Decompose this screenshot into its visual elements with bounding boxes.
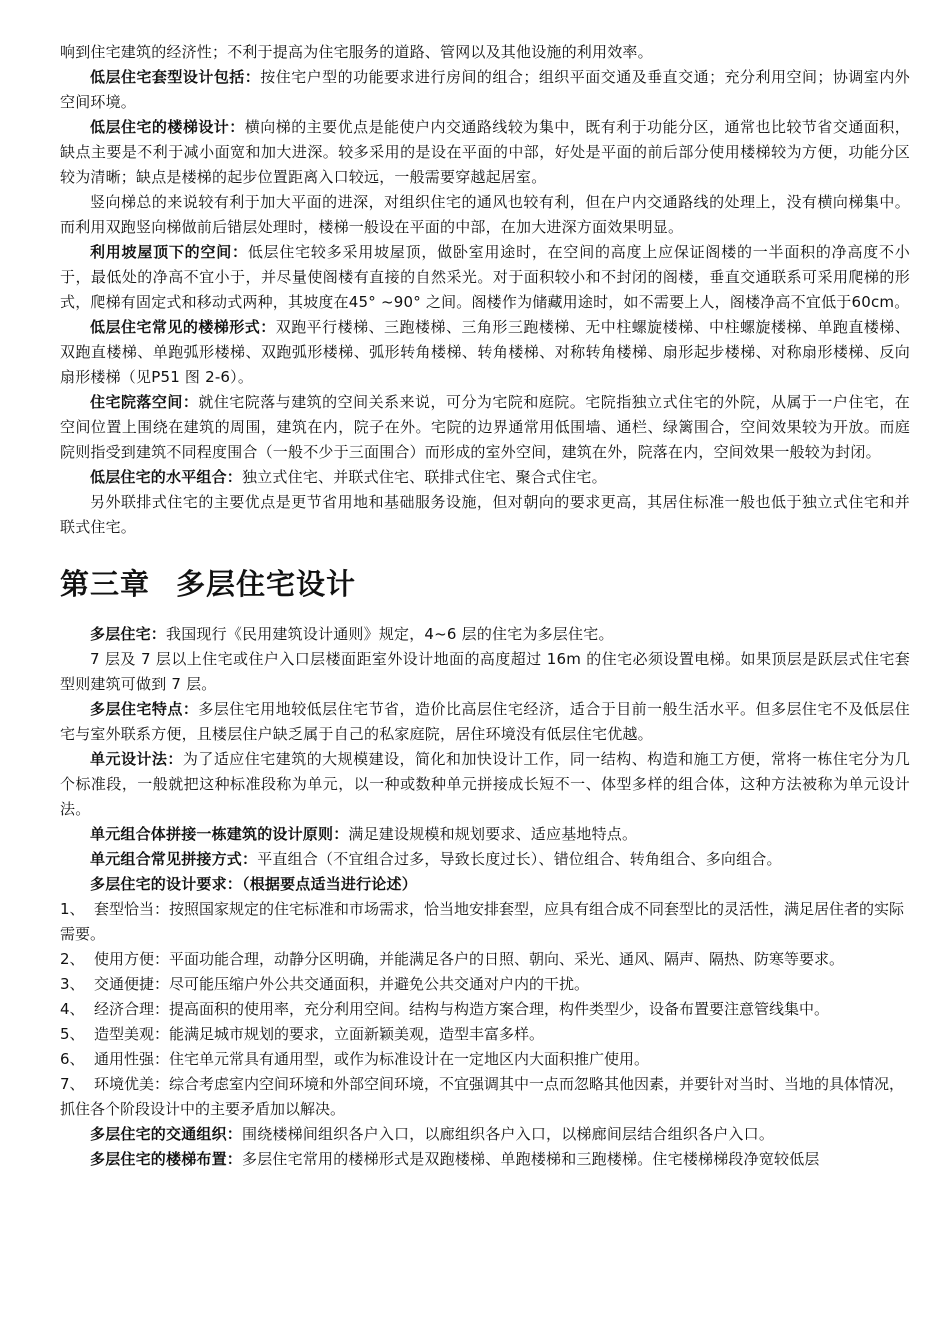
list-item [60,972,910,997]
paragraph [60,747,910,822]
paragraph [60,115,910,190]
list-text: 使用方便：平面功能合理，动静分区明确，并能满足各户的日照、朝向、采光、通风、隔声、隔热、防寒等要求。 [94,950,845,968]
paragraph-label: 多层住宅的设计要求：（根据要点适当进行论述） [90,875,417,893]
middle-section [60,622,910,897]
list-number: 5、 [60,1025,85,1043]
paragraph [60,390,910,465]
paragraph [60,315,910,390]
paragraph-label: 多层住宅特点： [90,700,199,718]
list-text: 交通便捷：尽可能压缩户外公共交通面积，并避免公共交通对户内的干扰。 [94,975,590,993]
paragraph-text: 平直组合（不宜组合过多，导致长度过长）、错位组合、转角组合、多向组合。 [257,850,782,868]
list-number: 3、 [60,975,85,993]
paragraph-text: 满足建设规模和规划要求、适应基地特点。 [348,825,638,843]
paragraph-text: 按住宅户型的功能要求进行房间的组合；组织平面交通及垂直交通；充分利用空间；协调室内外空间环境。 [60,68,911,111]
paragraph [60,65,910,115]
paragraph-label: 单元设计法： [90,750,183,768]
paragraph-label: 低层住宅的楼梯设计： [90,118,245,136]
paragraph-label: 住宅院落空间： [90,393,199,411]
paragraph-text: 响到住宅建筑的经济性；不利于提高为住宅服务的道路、管网以及其他设施的利用效率。 [60,43,653,61]
paragraph-label: 利用坡屋顶下的空间： [90,243,248,261]
paragraph-text: 横向梯的主要优点是能使户内交通路线较为集中，既有利于功能分区，通常也比较节省交通面积，缺点主要是不利于减小面宽和加大进深。较多采用的是设在平面的中部，好处是平面的前后部分使用楼梯较为方便，功能分区较为清晰；缺点是楼梯的起步位置距离入口较远，一般需要穿越起居室。 [60,118,910,186]
list-item [60,1072,910,1122]
paragraph [60,490,910,540]
paragraph [60,822,910,847]
list-number: 1、 [60,900,85,918]
chapter-number: 第三章 [60,567,151,601]
list-text: 套型恰当：按照国家规定的住宅标准和市场需求，恰当地安排套型，应具有组合成不同套型比的灵活性，满足居住者的实际需要。 [60,900,905,943]
paragraph [60,622,910,647]
list-number: 7、 [60,1075,85,1093]
paragraph-label: 低层住宅常见的楼梯形式： [90,318,276,336]
document-page [60,40,910,1172]
paragraph [60,40,910,65]
paragraph-label: 多层住宅的交通组织： [90,1125,243,1143]
paragraph-label: 低层住宅的水平组合： [90,468,243,486]
chapter-title: 多层住宅设计 [176,567,357,601]
top-section [60,40,910,540]
list-item [60,947,910,972]
paragraph-text: 低层住宅较多采用坡屋顶，做卧室用途时，在空间的高度上应保证阁楼的一半面积的净高度不小于，最低处的净高不宜小于，并尽量使阁楼有直接的自然采光。对于面积较小和不封闭的阁楼，垂直交通联系可采用爬梯的形式，爬梯有固定式和移动式两种，其坡度在45° ~90° 之间。阁楼作为储藏用途时，如不需要上人，阁楼净高不宜低于60cm。 [60,243,910,311]
paragraph-label: 低层住宅套型设计包括： [90,68,261,86]
paragraph-text: 围绕楼梯间组织各户入口，以廊组织各户入口，以梯廊间层结合组织各户入口。 [242,1125,775,1143]
paragraph [60,872,910,897]
list-text: 环境优美：综合考虑室内空间环境和外部空间环境，不宜强调其中一点而忽略其他因素，并要针对当时、当地的具体情况，抓住各个阶段设计中的主要矛盾加以解决。 [60,1075,905,1118]
list-number: 4、 [60,1000,85,1018]
list-number: 2、 [60,950,85,968]
bottom-section [60,1122,910,1172]
paragraph-text: 7 层及 7 层以上住宅或住户入口层楼面距室外设计地面的高度超过 16m 的住宅必须设置电梯。如果顶层是跃层式住宅套型则建筑可做到 7 层。 [60,650,910,693]
paragraph-text: 为了适应住宅建筑的大规模建设，简化和加快设计工作，同一结构、构造和施工方便，常将一栋住宅分为几个标准段，一般就把这种标准段称为单元，以一种或数种单元拼接成长短不一、体型多样的组合体，这种方法被称为单元设计法。 [60,750,911,818]
list-text: 经济合理：提高面积的使用率，充分利用空间。结构与构造方案合理，构件类型少，设备布置要注意管线集中。 [94,1000,830,1018]
paragraph-text: 独立式住宅、并联式住宅、联排式住宅、聚合式住宅。 [242,468,607,486]
list-item [60,1047,910,1072]
list-item [60,897,910,947]
list-item [60,1022,910,1047]
paragraph [60,240,910,315]
paragraph [60,465,910,490]
list-text: 造型美观：能满足城市规划的要求，立面新颖美观，造型丰富多样。 [94,1025,545,1043]
list-number: 6、 [60,1050,85,1068]
paragraph [60,190,910,240]
paragraph-text: 多层住宅常用的楼梯形式是双跑楼梯、单跑楼梯和三跑楼梯。住宅楼梯梯段净宽较低层 [242,1150,820,1168]
paragraph-text: 另外联排式住宅的主要优点是更节省用地和基础服务设施，但对朝向的要求更高，其居住标准一般也低于独立式住宅和并联式住宅。 [60,493,910,536]
paragraph-text: 多层住宅用地较低层住宅节省，造价比高层住宅经济，适合于目前一般生活水平。但多层住宅不及低层住宅与室外联系方便，且楼层住户缺乏属于自己的私家庭院，居住环境没有低层住宅优越。 [60,700,910,743]
chapter-heading [60,564,910,604]
paragraph-text: 双跑平行楼梯、三跑楼梯、三角形三跑楼梯、无中柱螺旋楼梯、中柱螺旋楼梯、单跑直楼梯、双跑直楼梯、单跑弧形楼梯、双跑弧形楼梯、弧形转角楼梯、转角楼梯、对称转角楼梯、扇形起步楼梯、对称扇形楼梯、反向扇形楼梯（见P51 图 2-6）。 [60,318,910,386]
paragraph-label: 单元组合常见拼接方式： [90,850,258,868]
requirements-list [60,897,910,1122]
paragraph-label: 多层住宅的楼梯布置： [90,1150,243,1168]
paragraph [60,1122,910,1147]
paragraph [60,847,910,872]
paragraph-text: 我国现行《民用建筑设计通则》规定，4~6 层的住宅为多层住宅。 [166,625,614,643]
paragraph [60,647,910,697]
paragraph-text: 就住宅院落与建筑的空间关系来说，可分为宅院和庭院。宅院指独立式住宅的外院，从属于一户住宅，在空间位置上围绕在建筑的周围，建筑在内，院子在外。宅院的边界通常用低围墙、通栏、绿篱围合，空间效果较为开放。而庭院则指受到建筑不同程度围合（一般不少于三面围合）而形成的室外空间，建筑在外，院落在内，空间效果一般较为封闭。 [60,393,910,461]
list-text: 通用性强：住宅单元常具有通用型，或作为标准设计在一定地区内大面积推广使用。 [94,1050,650,1068]
list-item [60,997,910,1022]
paragraph [60,1147,910,1172]
paragraph-label: 单元组合体拼接一栋建筑的设计原则： [90,825,349,843]
paragraph [60,697,910,747]
paragraph-text: 竖向梯总的来说较有利于加大平面的进深，对组织住宅的通风也较有利，但在户内交通路线的处理上，没有横向梯集中。而利用双跑竖向梯做前后错层处理时，楼梯一般设在平面的中部，在加大进深方面效果明显。 [60,193,910,236]
paragraph-label: 多层住宅： [90,625,167,643]
